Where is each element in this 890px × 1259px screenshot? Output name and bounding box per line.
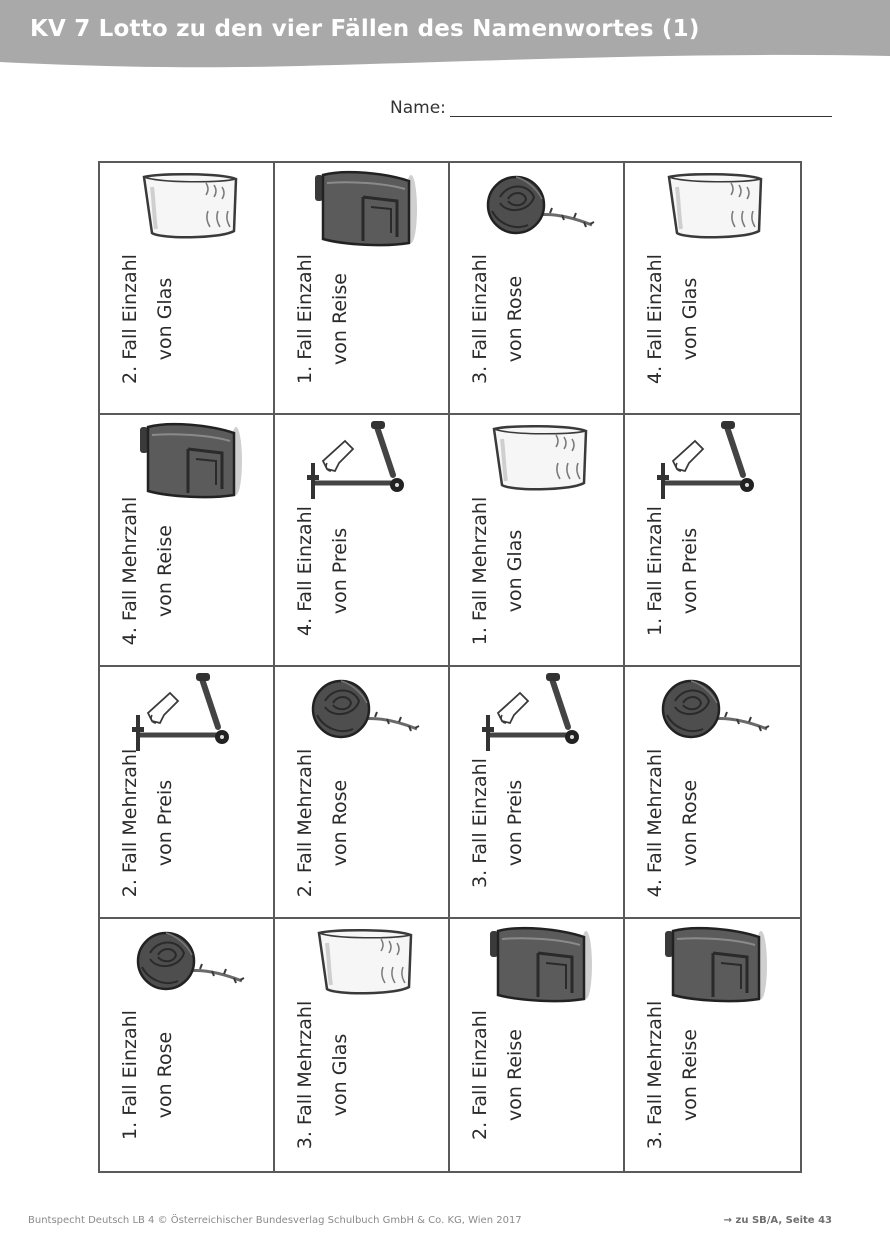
card-word-text: von Reise	[679, 1029, 701, 1121]
card-word-text: von Rose	[679, 779, 701, 867]
name-label: Name:	[390, 98, 446, 118]
card-label	[638, 713, 708, 919]
lotto-card[interactable]	[450, 415, 625, 667]
lotto-card[interactable]	[275, 163, 450, 415]
copyright-footer: Buntspecht Deutsch LB 4 © Österreichischer Bundesverlag Schulbuch GmbH & Co. KG, Wien 2017	[28, 1215, 522, 1226]
card-label	[463, 965, 533, 1171]
card-case-text: 3. Fall Einzahl	[469, 758, 491, 888]
card-word-text: von Glas	[154, 277, 176, 361]
card-word-text: von Preis	[329, 527, 351, 615]
card-label	[463, 461, 533, 667]
card-word-text: von Glas	[329, 1033, 351, 1117]
card-word-text: von Reise	[154, 525, 176, 617]
lotto-card-grid	[98, 161, 802, 1173]
card-label	[463, 209, 533, 415]
lotto-card[interactable]	[100, 919, 275, 1171]
card-case-text: 3. Fall Einzahl	[469, 254, 491, 384]
lotto-card[interactable]	[625, 919, 800, 1171]
lotto-card[interactable]	[450, 163, 625, 415]
header-banner	[0, 0, 890, 70]
card-case-text: 2. Fall Einzahl	[469, 1010, 491, 1140]
lotto-card[interactable]	[450, 667, 625, 919]
card-case-text: 4. Fall Mehrzahl	[119, 496, 141, 646]
card-word-text: von Preis	[679, 527, 701, 615]
lotto-card[interactable]	[275, 919, 450, 1171]
card-label	[463, 713, 533, 919]
card-case-text: 1. Fall Mehrzahl	[469, 496, 491, 646]
card-case-text: 1. Fall Einzahl	[294, 254, 316, 384]
card-word-text: von Reise	[329, 273, 351, 365]
card-word-text: von Rose	[329, 779, 351, 867]
card-label	[638, 209, 708, 415]
card-label	[288, 461, 358, 667]
card-label	[113, 965, 183, 1171]
name-field[interactable]	[390, 98, 832, 120]
card-case-text: 4. Fall Einzahl	[644, 254, 666, 384]
card-case-text: 2. Fall Einzahl	[119, 254, 141, 384]
card-label	[288, 713, 358, 919]
card-word-text: von Glas	[504, 529, 526, 613]
card-word-text: von Rose	[154, 1031, 176, 1119]
card-case-text: 3. Fall Mehrzahl	[294, 1000, 316, 1150]
card-case-text: 2. Fall Mehrzahl	[294, 748, 316, 898]
card-label	[288, 965, 358, 1171]
card-case-text: 1. Fall Einzahl	[119, 1010, 141, 1140]
card-label	[638, 461, 708, 667]
lotto-card[interactable]	[275, 667, 450, 919]
page-title: KV 7 Lotto zu den vier Fällen des Namenwortes (1)	[30, 16, 700, 42]
card-case-text: 4. Fall Einzahl	[294, 506, 316, 636]
card-word-text: von Preis	[504, 779, 526, 867]
card-word-text: von Reise	[504, 1029, 526, 1121]
card-case-text: 1. Fall Einzahl	[644, 506, 666, 636]
lotto-card[interactable]	[100, 415, 275, 667]
card-word-text: von Rose	[504, 275, 526, 363]
lotto-card[interactable]	[275, 415, 450, 667]
card-word-text: von Glas	[679, 277, 701, 361]
card-word-text: von Preis	[154, 779, 176, 867]
card-case-text: 2. Fall Mehrzahl	[119, 748, 141, 898]
card-label	[638, 965, 708, 1171]
lotto-card[interactable]	[100, 667, 275, 919]
lotto-card[interactable]	[625, 667, 800, 919]
card-label	[288, 209, 358, 415]
card-case-text: 4. Fall Mehrzahl	[644, 748, 666, 898]
card-label	[113, 461, 183, 667]
lotto-card[interactable]	[625, 163, 800, 415]
card-label	[113, 713, 183, 919]
card-label	[113, 209, 183, 415]
card-case-text: 3. Fall Mehrzahl	[644, 1000, 666, 1150]
lotto-card[interactable]	[450, 919, 625, 1171]
name-writing-line[interactable]	[450, 116, 832, 117]
page-reference: → zu SB/A, Seite 43	[723, 1215, 832, 1226]
lotto-card[interactable]	[100, 163, 275, 415]
lotto-card[interactable]	[625, 415, 800, 667]
